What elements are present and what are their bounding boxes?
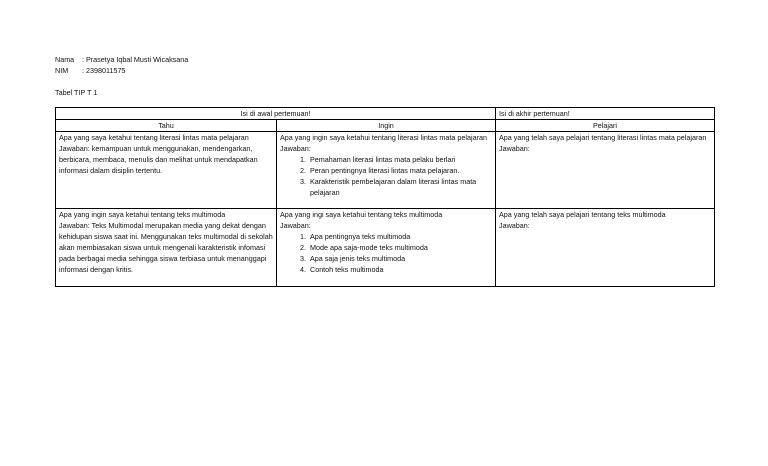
table-row	[56, 209, 715, 287]
column-header-tahu: Tahu	[56, 120, 277, 132]
tip-table	[55, 107, 715, 287]
nim-line	[55, 65, 188, 76]
cell-pelajari	[496, 132, 715, 209]
ingin-list	[280, 231, 492, 275]
ingin-question: Apa yang ingin saya ketahui tentang literasi lintas mata pelajaran	[280, 133, 487, 142]
nim-label: NIM	[55, 66, 69, 75]
list-item: 1. Pemahaman literasi lintas mata pelaku berlari	[308, 154, 492, 165]
pelajari-question: Apa yang telah saya pelajari tentang literasi lintas mata pelajaran	[499, 133, 707, 142]
name-label: Nama	[55, 55, 75, 64]
column-header-pelajari: Pelajari	[496, 120, 715, 132]
name-line	[55, 54, 188, 65]
pelajari-answer-label: Jawaban:	[499, 221, 530, 230]
list-item: 2. Mode apa saja-mode teks multimoda	[308, 242, 492, 253]
group-header-awal: Isi di awal pertemuan!	[56, 108, 496, 120]
tahu-question: Apa yang saya ketahui tentang literasi lintas mata pelajaran	[59, 133, 249, 142]
ingin-answer-label: Jawaban:	[280, 221, 311, 230]
list-item: 4. Contoh teks multimoda	[308, 264, 492, 275]
cell-pelajari	[496, 209, 715, 287]
student-info	[55, 54, 188, 76]
list-item: 3. Apa saja jenis teks multimoda	[308, 253, 492, 264]
group-header-row	[56, 108, 715, 120]
table-row	[56, 132, 715, 209]
pelajari-question: Apa yang telah saya pelajari tentang teks multimoda	[499, 210, 666, 219]
ingin-question: Apa yang ingi saya ketahui tentang teks multimoda	[280, 210, 443, 219]
cell-tahu	[56, 132, 277, 209]
list-item: 2. Peran pentingnya literasi lintas mata pelajaran.	[308, 165, 492, 176]
column-header-row	[56, 120, 715, 132]
tahu-answer: Jawaban: kemampuan untuk menggunakan, mendengarkan, berbicara, membaca, menulis dan melihat untuk mendapatkan informasi dalam disiplin tertentu.	[59, 144, 258, 175]
cell-tahu	[56, 209, 277, 287]
ingin-answer-label: Jawaban:	[280, 144, 311, 153]
list-item: 3. Karakteristik pembelajaran dalam literasi lintas mata pelajaran	[308, 176, 492, 198]
column-header-ingin: Ingin	[277, 120, 496, 132]
name-value: : Prasetya Iqbal Musti Wicaksana	[82, 55, 189, 64]
pelajari-answer-label: Jawaban:	[499, 144, 530, 153]
ingin-list	[280, 154, 492, 198]
nim-value: : 2398011575	[82, 66, 126, 75]
table-title: Tabel TIP T 1	[55, 88, 98, 97]
group-header-akhir: Isi di akhir pertemuan!	[496, 108, 715, 120]
tahu-answer: Jawaban: Teks Multimodal merupakan media yang dekat dengan kehidupan siswa saat ini. Menggunakan teks multimodal di sekolah akan membiasakan siswa untuk mengenali karakteristik infomasi pada berbagai media sehingga siswa terbiasa untuk menanggapi informasi dengan kritis.	[59, 221, 273, 274]
cell-ingin	[277, 209, 496, 287]
tahu-question: Apa yang ingin saya ketahui tentang teks multimoda	[59, 210, 226, 219]
list-item: 1. Apa pentingnya teks multimoda	[308, 231, 492, 242]
cell-ingin	[277, 132, 496, 209]
